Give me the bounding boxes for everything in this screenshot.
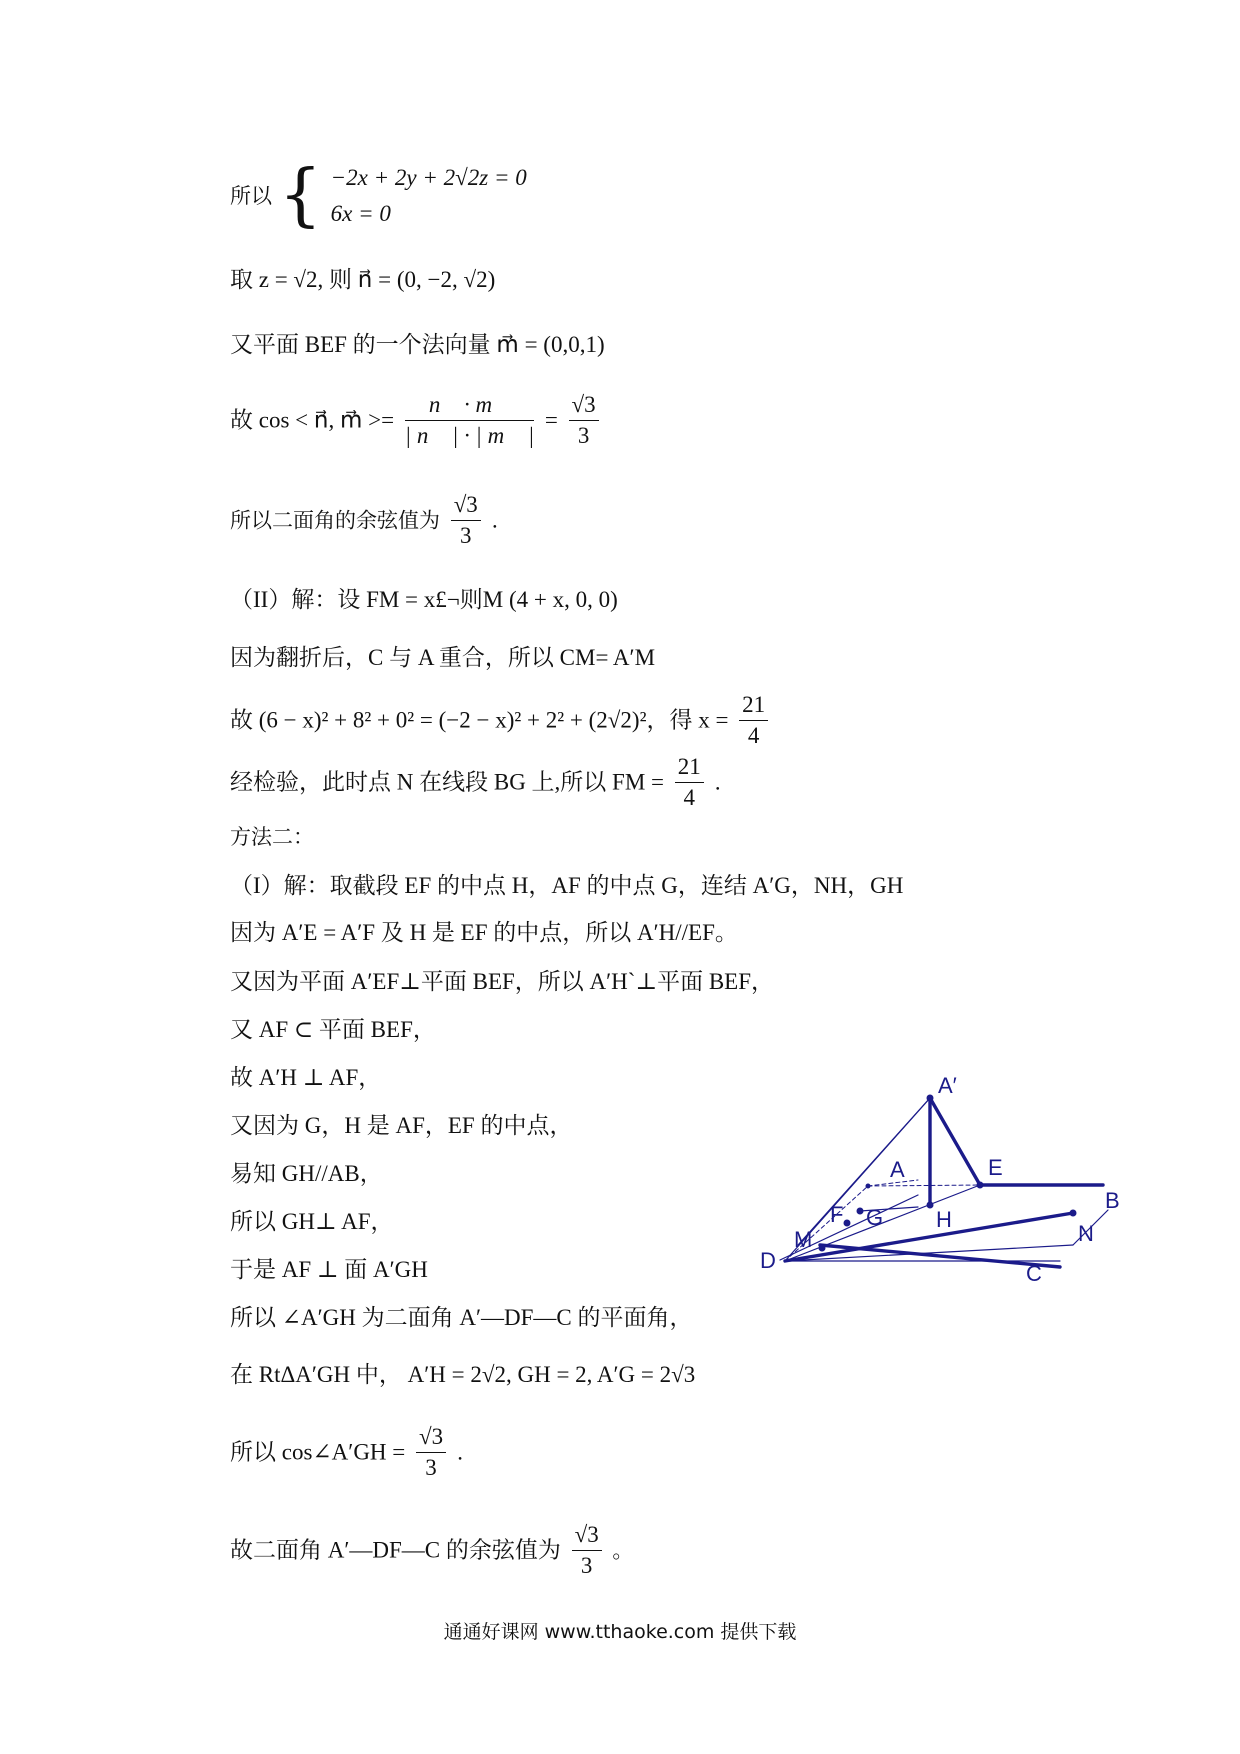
- result-prefix: 所以二面角的余弦值为: [230, 508, 440, 533]
- fraction-21-over-4: [739, 690, 768, 751]
- text-line-16: 又因为 G，H 是 AF，EF 的中点，: [230, 1113, 573, 1138]
- text-line-13: 又因为平面 A′EF⊥平面 BEF，所以 A′H`⊥平面 BEF，: [230, 969, 775, 994]
- footer-watermark: 通通好课网 www.tthaoke.com 提供下载: [443, 1621, 797, 1643]
- label-c: C: [1026, 1261, 1042, 1285]
- point-a: [866, 1184, 871, 1189]
- fraction-sqrt3-over-3: [451, 490, 481, 551]
- text-line-19: 于是 AF ⊥ 面 A′GH: [230, 1257, 428, 1282]
- fraction-sqrt3-over-3: [572, 1520, 602, 1581]
- fraction-numerator: √3: [451, 490, 481, 521]
- equation-system-line: [230, 156, 527, 235]
- equation-prefix: 经检验，此时点 N 在线段 BG 上,所以 FM =: [230, 769, 665, 795]
- result-suffix: .: [491, 508, 499, 533]
- equation-1: −2x + 2y + 2√2z = 0: [330, 165, 527, 190]
- fraction-numerator: √3: [572, 1520, 602, 1551]
- cos-prefix: 所以 cos∠A′GH =: [230, 1439, 406, 1465]
- equation-2: 6x = 0: [330, 201, 391, 226]
- fraction-sqrt3-over-3: [569, 390, 599, 451]
- edge-a1e: [930, 1098, 980, 1185]
- final-answer-line: [230, 1520, 633, 1581]
- final-prefix: 故二面角 A′—DF—C 的余弦值为: [230, 1537, 561, 1563]
- fraction-numerator: 21: [675, 752, 704, 783]
- equation-prefix: 故 (6 − x)² + 8² + 0² = (−2 − x)² + 2² + (2√2)²，得 x =: [230, 707, 729, 733]
- text-line-20: 所以 ∠A′GH 为二面角 A′—DF—C 的平面角，: [230, 1305, 693, 1330]
- text-line-17: 易知 GH//AB，: [230, 1161, 383, 1186]
- point-g: [857, 1208, 864, 1215]
- fraction-21-over-4: [675, 752, 704, 813]
- text-line-10: 方法二：: [230, 825, 314, 849]
- text-line-2: 取 z = √2, 则 n⃗ = (0, −2, √2): [230, 267, 496, 292]
- cos-suffix: .: [456, 1440, 464, 1465]
- label-f: F: [830, 1202, 844, 1227]
- fraction-numerator: √3: [569, 390, 599, 421]
- label-d: D: [760, 1248, 776, 1273]
- geometry-diagram: [760, 1055, 1140, 1285]
- edge-ma1: [798, 1098, 930, 1245]
- left-brace: {: [278, 156, 322, 235]
- text-line-3: 又平面 BEF 的一个法向量 m⃗ = (0,0,1): [230, 332, 605, 357]
- equation-line-9: [230, 752, 721, 813]
- equation-system: [278, 156, 527, 235]
- fraction-numerator: 21: [739, 690, 768, 721]
- point-e: [977, 1182, 984, 1189]
- point-n: [1070, 1210, 1077, 1217]
- fraction-numerator: n⃗ · m⃗: [405, 390, 534, 421]
- point-h: [927, 1202, 934, 1209]
- fraction-denominator: 4: [747, 723, 760, 748]
- equals-sign: =: [544, 407, 558, 433]
- cosine-result-line: [230, 490, 498, 551]
- fraction-denominator: 3: [580, 1553, 593, 1578]
- edge-a-e-dashed: [868, 1185, 980, 1186]
- point-m: [819, 1245, 826, 1252]
- cos-result-line: [230, 1422, 463, 1483]
- text-line-11: （I）解：取截段 EF 的中点 H，AF 的中点 G，连结 A′G，NH，GH: [230, 873, 904, 898]
- label-g: G: [866, 1205, 884, 1230]
- label-e: E: [988, 1155, 1003, 1180]
- fraction-denominator: 3: [425, 1455, 437, 1480]
- text-line-15: 故 A′H ⊥ AF，: [230, 1065, 382, 1090]
- point-f: [844, 1220, 851, 1227]
- text-line-7: 因为翻折后，C 与 A 重合，所以 CM= A′M: [230, 645, 656, 670]
- label-a1: A′: [938, 1073, 957, 1098]
- text-line-14: 又 AF ⊂ 平面 BEF，: [230, 1017, 436, 1042]
- text-line-12: 因为 A′E = A′F 及 H 是 EF 的中点，所以 A′H//EF。: [230, 920, 738, 945]
- fraction-numerator: √3: [416, 1422, 446, 1453]
- cos-line: [230, 390, 603, 451]
- equation-line-8: [230, 690, 772, 751]
- line-prefix: 所以: [230, 184, 272, 208]
- fraction-denominator: 3: [460, 523, 472, 548]
- fraction-denominator: 4: [683, 785, 695, 810]
- text-line-6: （II）解：设 FM = x£¬则M (4 + x, 0, 0): [230, 587, 618, 612]
- fraction-denominator: | n⃗ | · | m⃗ |: [404, 423, 535, 448]
- final-suffix: 。: [612, 1538, 634, 1563]
- equation-suffix: .: [714, 770, 722, 795]
- label-a: A: [890, 1157, 905, 1182]
- cos-prefix: 故 cos < n⃗, m⃗ >=: [230, 407, 395, 433]
- label-h: H: [936, 1207, 952, 1232]
- text-line-21: 在 RtΔA′GH 中， A′H = 2√2, GH = 2, A′G = 2√3: [230, 1362, 696, 1387]
- text-line-18: 所以 GH⊥ AF，: [230, 1209, 394, 1234]
- label-b: B: [1105, 1188, 1120, 1213]
- fraction-denominator: 3: [577, 423, 590, 448]
- point-a1: [927, 1095, 934, 1102]
- label-m: M: [794, 1227, 813, 1252]
- fraction-dot-product: [405, 390, 534, 451]
- fraction-sqrt3-over-3: [416, 1422, 446, 1483]
- label-n: N: [1078, 1221, 1094, 1246]
